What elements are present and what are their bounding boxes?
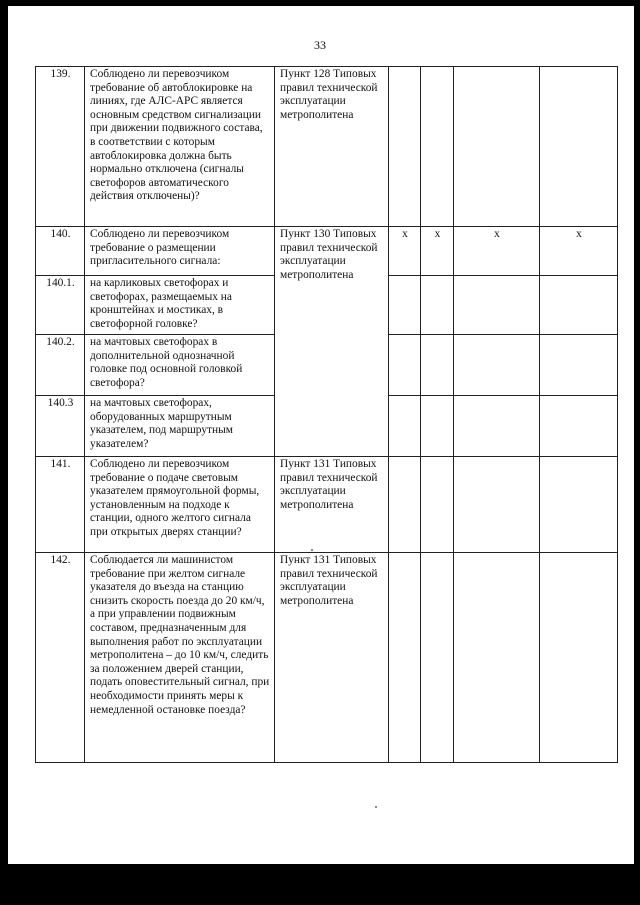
answer-yes-cell xyxy=(389,335,421,396)
row-number: 140.3 xyxy=(36,396,85,457)
answer-no-cell xyxy=(421,335,454,396)
table-row xyxy=(36,67,618,227)
question-text: Соблюдено ли перевозчиком требование о размещении пригласительного сигнала: xyxy=(85,227,275,276)
row-number: 139. xyxy=(36,67,85,227)
row-number: 140.1. xyxy=(36,276,85,335)
note-cell xyxy=(540,396,618,457)
answer-no-cell xyxy=(421,276,454,335)
answer-no-cell xyxy=(421,67,454,227)
checklist-table xyxy=(35,66,618,763)
answer-yes-cell xyxy=(389,553,421,763)
scan-speck xyxy=(311,549,313,551)
reference-text: Пункт 130 Типовых правил технической эксплуатации метрополитена xyxy=(275,227,389,457)
page-number: 33 xyxy=(314,38,326,52)
row-number: 140. xyxy=(36,227,85,276)
not-applicable-cell xyxy=(454,553,540,763)
row-number: 142. xyxy=(36,553,85,763)
table-row xyxy=(36,457,618,553)
table-row xyxy=(36,227,618,276)
question-text: Соблюдено ли перевозчиком требование об автоблокировке на линиях, где АЛС-АРС является основным средством сигнализации при движении подвижного состава, в соответствии с которым автоблокировка должна быть нормально отключена (сигналы светофоров автоматического действия отключены)? xyxy=(85,67,275,227)
answer-no-cell: x xyxy=(421,227,454,276)
question-text: на карликовых светофорах и светофорах, размещаемых на кронштейнах и мостиках, в светофорной головке? xyxy=(85,276,275,335)
not-applicable-cell xyxy=(454,396,540,457)
answer-yes-cell: x xyxy=(389,227,421,276)
not-applicable-cell xyxy=(454,335,540,396)
not-applicable-cell xyxy=(454,276,540,335)
question-text: Соблюдается ли машинистом требование при желтом сигнале указателя до въезда на станцию снизить скорость поезда до 20 км/ч, а при управлении подвижным составом, предназначенным для выполнения работ по эксплуатации метрополитена – до 10 км/ч, следить за положением дверей станции, подать оповестительный сигнал, при необходимости принять меры к немедленной остановке поезда? xyxy=(85,553,275,763)
reference-text: Пункт 131 Типовых правил технической эксплуатации метрополитена xyxy=(275,457,389,553)
question-text: на мачтовых светофорах, оборудованных маршрутным указателем, под маршрутным указателем? xyxy=(85,396,275,457)
answer-yes-cell xyxy=(389,276,421,335)
table-row xyxy=(36,553,618,763)
answer-no-cell xyxy=(421,457,454,553)
answer-no-cell xyxy=(421,553,454,763)
not-applicable-cell xyxy=(454,67,540,227)
note-cell xyxy=(540,335,618,396)
document-page xyxy=(8,6,634,864)
question-text: Соблюдено ли перевозчиком требование о подаче световым указателем прямоугольной формы, установленным на подходе к станции, одного желтого сигнала при открытых дверях станции? xyxy=(85,457,275,553)
question-text: на мачтовых светофорах в дополнительной однозначной головке под основной головкой светофора? xyxy=(85,335,275,396)
reference-text: Пункт 128 Типовых правил технической эксплуатации метрополитена xyxy=(275,67,389,227)
answer-yes-cell xyxy=(389,457,421,553)
answer-yes-cell xyxy=(389,396,421,457)
row-number: 141. xyxy=(36,457,85,553)
not-applicable-cell xyxy=(454,457,540,553)
answer-yes-cell xyxy=(389,67,421,227)
note-cell xyxy=(540,457,618,553)
row-number: 140.2. xyxy=(36,335,85,396)
note-cell xyxy=(540,67,618,227)
note-cell: x xyxy=(540,227,618,276)
not-applicable-cell: x xyxy=(454,227,540,276)
scan-speck xyxy=(375,806,377,808)
answer-no-cell xyxy=(421,396,454,457)
note-cell xyxy=(540,553,618,763)
note-cell xyxy=(540,276,618,335)
reference-text: Пункт 131 Типовых правил технической эксплуатации метрополитена xyxy=(275,553,389,763)
